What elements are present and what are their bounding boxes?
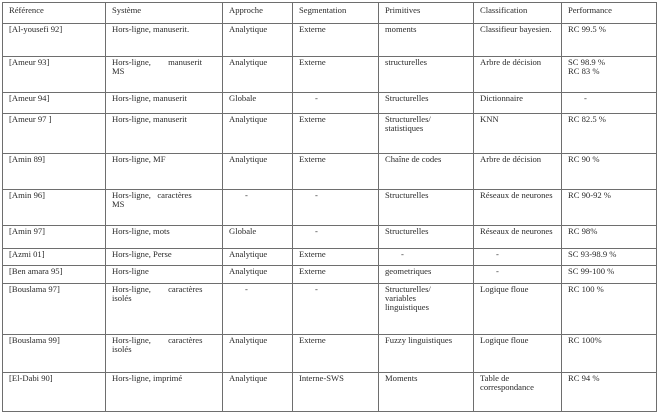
cell-approche: Globale	[223, 225, 293, 248]
table-row	[3, 56, 657, 92]
cell-segmentation: Externe	[293, 153, 379, 189]
header-segmentation: Segmentation	[293, 3, 379, 24]
header-classification: Classification	[474, 3, 562, 24]
cell-reference: [El-Dabi 90]	[3, 372, 106, 411]
cell-primitives	[379, 335, 474, 372]
cell-systeme	[106, 153, 223, 189]
cell-segmentation: -	[293, 225, 379, 248]
primitives-line: Structurelles/	[385, 284, 431, 295]
cell-segmentation: -	[293, 284, 379, 335]
systeme-line: Hors-ligne, manuserit	[112, 114, 187, 125]
cell-systeme	[106, 93, 223, 114]
cell-performance	[562, 153, 657, 189]
cell-primitives	[379, 372, 474, 411]
classification-line: Table de	[480, 372, 510, 383]
cell-approche: Analytique	[223, 266, 293, 284]
cell-primitives	[379, 114, 474, 153]
cell-reference: [Al-yousefi 92]	[3, 24, 106, 57]
systeme-line: Hors-ligne, manuserit	[112, 56, 202, 67]
cell-approche: Globale	[223, 93, 293, 114]
systeme-line: Hors-ligne, Perse	[112, 249, 172, 260]
table-row	[3, 153, 657, 189]
classification-line: correspondance	[480, 381, 534, 392]
systeme-line: Hors-ligne, caractères	[112, 284, 203, 295]
systeme-line: Hors-ligne, manuserit	[112, 93, 187, 104]
classification-line: Arbre de décision	[480, 56, 542, 67]
cell-classification	[474, 114, 562, 153]
cell-classification	[474, 189, 562, 225]
cell-primitives	[379, 24, 474, 57]
cell-reference: [Ameur 93]	[3, 56, 106, 92]
cell-reference: [Ben amara 95]	[3, 266, 106, 284]
cell-systeme	[106, 189, 223, 225]
cell-performance	[562, 114, 657, 153]
cell-reference: [Amin 96]	[3, 189, 106, 225]
table-row	[3, 24, 657, 57]
classification-line: Classifieur bayesien.	[480, 24, 552, 34]
performance-line: SC 93-98.9 %	[568, 249, 617, 260]
systeme-line: MS	[112, 198, 125, 209]
cell-performance	[562, 225, 657, 248]
systeme-line: Hors-ligne, manuserit.	[112, 24, 190, 34]
cell-systeme	[106, 284, 223, 335]
cell-approche: Analytique	[223, 56, 293, 92]
cell-segmentation: Externe	[293, 114, 379, 153]
performance-line: RC 94 %	[568, 372, 600, 383]
classification-line: -	[496, 266, 499, 277]
cell-performance	[562, 372, 657, 411]
primitives-line: -	[401, 249, 404, 260]
primitives-line: statistiques	[385, 123, 424, 134]
cell-classification	[474, 284, 562, 335]
cell-reference: [Amin 89]	[3, 153, 106, 189]
cell-reference: [Bouslama 97]	[3, 284, 106, 335]
classification-line: KNN	[480, 114, 499, 125]
cell-reference: [Ameur 94]	[3, 93, 106, 114]
cell-segmentation: Externe	[293, 335, 379, 372]
cell-segmentation: -	[293, 93, 379, 114]
performance-line: RC 98%	[568, 225, 598, 236]
primitives-line: structurelles	[385, 56, 427, 67]
performance-line: RC 100 %	[568, 284, 604, 295]
cell-performance	[562, 335, 657, 372]
header-row	[3, 3, 657, 24]
cell-segmentation: Externe	[293, 266, 379, 284]
primitives-line: variables	[385, 293, 417, 304]
table-row	[3, 189, 657, 225]
systeme-line: Hors-ligne	[112, 266, 149, 277]
primitives-line: geometriques	[385, 266, 432, 277]
performance-line: SC 99-100 %	[568, 266, 615, 277]
cell-primitives	[379, 153, 474, 189]
cell-systeme	[106, 225, 223, 248]
comparison-table	[2, 2, 657, 412]
cell-primitives	[379, 284, 474, 335]
systeme-line: MS	[112, 65, 125, 76]
cell-approche: Analytique	[223, 24, 293, 57]
cell-performance	[562, 266, 657, 284]
cell-primitives	[379, 189, 474, 225]
cell-classification	[474, 153, 562, 189]
cell-approche: -	[223, 284, 293, 335]
cell-systeme	[106, 24, 223, 57]
cell-approche: Analytique	[223, 153, 293, 189]
primitives-line: Fuzzy linguistiques	[385, 335, 453, 346]
table-row	[3, 266, 657, 284]
primitives-line: Structurelles	[385, 225, 429, 236]
table-row	[3, 93, 657, 114]
systeme-line: isolés	[112, 293, 132, 304]
cell-performance	[562, 56, 657, 92]
primitives-line: linguistiques	[385, 302, 429, 313]
primitives-line: Moments	[385, 372, 418, 383]
cell-classification	[474, 24, 562, 57]
cell-performance	[562, 93, 657, 114]
primitives-line: Structurelles	[385, 189, 429, 200]
cell-approche: Analytique	[223, 114, 293, 153]
cell-reference: [Amin 97]	[3, 225, 106, 248]
primitives-line: Structurelles/	[385, 114, 431, 125]
cell-segmentation: -	[293, 189, 379, 225]
cell-systeme	[106, 249, 223, 266]
table-row	[3, 372, 657, 411]
cell-approche: Analytique	[223, 372, 293, 411]
classification-line: Arbre de décision	[480, 153, 542, 164]
primitives-line: Chaîne de codes	[385, 153, 442, 164]
cell-systeme	[106, 372, 223, 411]
cell-segmentation: Externe	[293, 249, 379, 266]
cell-systeme	[106, 335, 223, 372]
cell-approche: Analytique	[223, 249, 293, 266]
systeme-line: Hors-ligne, mots	[112, 225, 170, 236]
table-row	[3, 249, 657, 266]
cell-classification	[474, 56, 562, 92]
cell-systeme	[106, 56, 223, 92]
classification-line: Logique floue	[480, 284, 529, 295]
table-row	[3, 335, 657, 372]
table-row	[3, 114, 657, 153]
header-primitives: Primitives	[379, 3, 474, 24]
classification-line: Dictionnaire	[480, 93, 523, 104]
header-approche: Approche	[223, 3, 293, 24]
cell-reference: [Ameur 97 ]	[3, 114, 106, 153]
performance-line: RC 90-92 %	[568, 189, 611, 200]
cell-classification	[474, 225, 562, 248]
performance-line: -	[584, 93, 587, 104]
cell-classification	[474, 249, 562, 266]
table-body	[3, 24, 657, 412]
cell-performance	[562, 189, 657, 225]
cell-performance	[562, 249, 657, 266]
classification-line: Réseaux de neurones	[480, 189, 553, 200]
systeme-line: isolés	[112, 344, 132, 355]
cell-approche: Analytique	[223, 335, 293, 372]
cell-primitives	[379, 93, 474, 114]
cell-segmentation: Interne-SWS	[293, 372, 379, 411]
cell-reference: [Azmi 01]	[3, 249, 106, 266]
header-reference: Référence	[3, 3, 106, 24]
cell-primitives	[379, 225, 474, 248]
performance-line: SC 98.9 %	[568, 56, 606, 67]
cell-classification	[474, 372, 562, 411]
cell-classification	[474, 266, 562, 284]
table-row	[3, 225, 657, 248]
systeme-line: Hors-ligne, caractères	[112, 189, 192, 200]
cell-performance	[562, 284, 657, 335]
classification-line: Logique floue	[480, 335, 529, 346]
performance-line: RC 83 %	[568, 65, 600, 76]
systeme-line: Hors-ligne, MF	[112, 153, 166, 164]
performance-line: RC 99.5 %	[568, 24, 606, 34]
cell-systeme	[106, 266, 223, 284]
classification-line: -	[496, 249, 499, 260]
cell-primitives	[379, 266, 474, 284]
systeme-line: Hors-ligne, imprimé	[112, 372, 183, 383]
cell-segmentation: Externe	[293, 56, 379, 92]
cell-primitives	[379, 56, 474, 92]
table-row	[3, 284, 657, 335]
header-systeme: Système	[106, 3, 223, 24]
cell-reference: [Bouslama 99]	[3, 335, 106, 372]
performance-line: RC 82.5 %	[568, 114, 606, 125]
cell-systeme	[106, 114, 223, 153]
cell-classification	[474, 335, 562, 372]
cell-approche: -	[223, 189, 293, 225]
primitives-line: moments	[385, 24, 417, 34]
cell-classification	[474, 93, 562, 114]
performance-line: RC 100%	[568, 335, 602, 346]
primitives-line: Structurelles	[385, 93, 429, 104]
performance-line: RC 90 %	[568, 153, 600, 164]
systeme-line: Hors-ligne, caractères	[112, 335, 203, 346]
cell-performance	[562, 24, 657, 57]
cell-primitives	[379, 249, 474, 266]
header-performance: Performance	[562, 3, 657, 24]
cell-segmentation: Externe	[293, 24, 379, 57]
classification-line: Réseaux de neurones	[480, 225, 553, 236]
